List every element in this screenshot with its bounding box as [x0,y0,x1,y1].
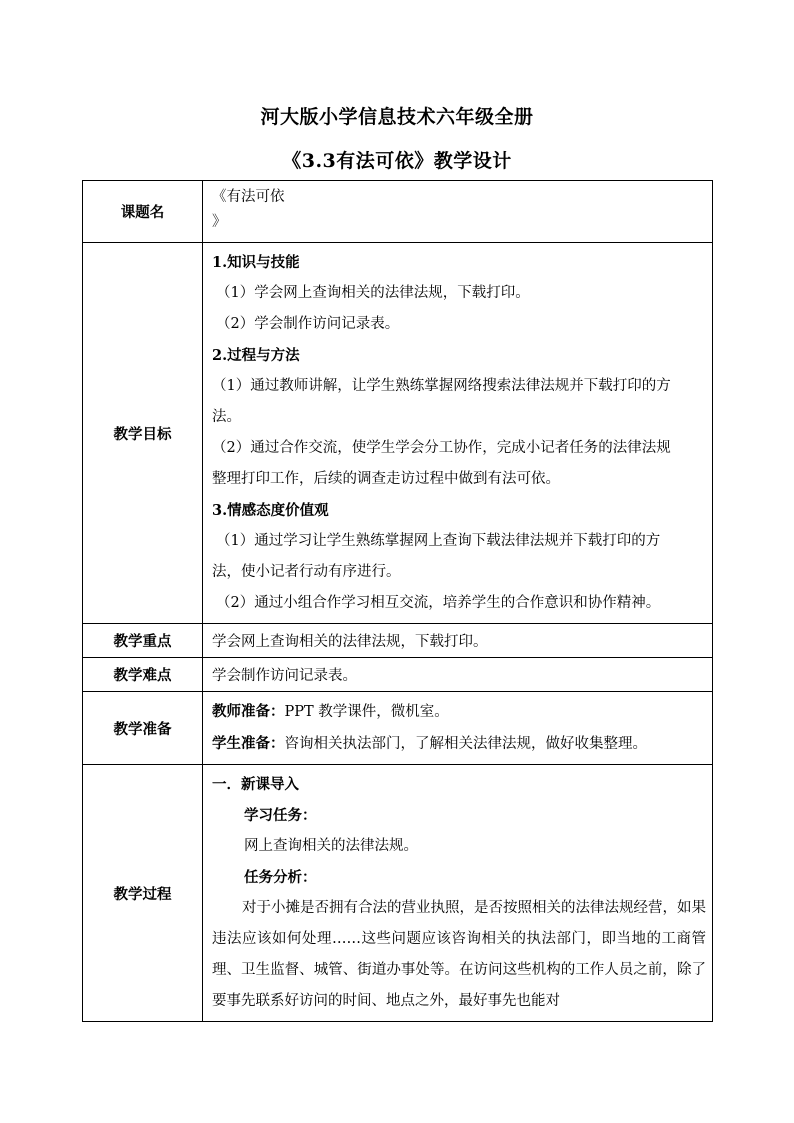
teacher-prep-text: PPT 教学课件，微机室。 [284,704,449,720]
objective-item: （2）通过小组合作学习相互交流，培养学生的合作意识和协作精神。 [216,595,661,611]
key-points-text: 学会网上查询相关的法律法规，下载打印。 [203,624,713,658]
row-topic [83,181,713,243]
preparation-content [203,692,713,765]
label-topic: 课题名 [83,181,203,243]
teacher-preparation [212,696,706,728]
document-title: 河大版小学信息技术六年级全册 [260,106,534,128]
document-subtitle: 《3.3有法可依》教学设计 [282,150,512,172]
topic-line-2: 》 [212,214,227,230]
row-difficulties [83,658,713,692]
student-preparation [212,728,706,760]
objectives-content [203,243,713,624]
analysis-text: 对于小摊是否拥有合法的营业执照，是否按照相关的法律法规经营，如果违法应该如何处理……这些问题应该咨询相关的执法部门，即当地的工商管理、卫生监督、城管、街道办事处等。在访问这些机构的工作人员之前，除了要事先联系好访问的时间、地点之外，最好事先也能对 [212,900,706,1009]
student-prep-label: 学生准备： [212,735,285,752]
objective-item: （2）通过合作交流，使学生学会分工协作，完成小记者任务的法律法规 [212,440,671,456]
lesson-plan-table [82,180,713,1022]
objective-heading-attitude: 3.情感态度价值观 [212,502,329,519]
analysis-label: 任务分析： [244,869,317,886]
task-text: 网上查询相关的法律法规。 [244,838,418,854]
objective-item-cont: 法，使小记者行动有序进行。 [212,564,401,580]
topic-line-1: 《有法可依 [212,189,285,205]
task-label: 学习任务： [244,807,317,824]
label-objectives: 教学目标 [83,243,203,624]
student-prep-text: 咨询相关执法部门，了解相关法律法规，做好收集整理。 [284,736,647,752]
objective-item: （1）通过教师讲解，让学生熟练掌握网络搜索法律法规并下载打印的方 [212,378,671,394]
difficulties-text: 学会制作访问记录表。 [203,658,713,692]
row-process [83,765,713,1022]
label-preparation: 教学准备 [83,692,203,765]
objective-item: （2）学会制作访问记录表。 [216,316,400,332]
label-process: 教学过程 [83,765,203,1022]
process-content [203,765,713,1022]
objective-item: （1）通过学习让学生熟练掌握网上查询下载法律法规并下载打印的方 [216,533,661,549]
row-key-points [83,624,713,658]
objective-item: （1）学会网上查询相关的法律法规，下载打印。 [216,285,530,301]
teacher-prep-label: 教师准备： [212,703,285,720]
label-difficulties: 教学难点 [83,658,203,692]
objective-item-cont: 整理打印工作，后续的调查走访过程中做到有法可依。 [212,471,560,487]
objective-item-cont: 法。 [212,409,241,425]
objective-heading-knowledge: 1.知识与技能 [212,254,300,271]
objective-heading-process: 2.过程与方法 [212,347,300,364]
process-section-heading: 一．新课导入 [212,776,299,793]
row-preparation [83,692,713,765]
row-objectives [83,243,713,624]
topic-value [203,181,713,243]
label-key-points: 教学重点 [83,624,203,658]
